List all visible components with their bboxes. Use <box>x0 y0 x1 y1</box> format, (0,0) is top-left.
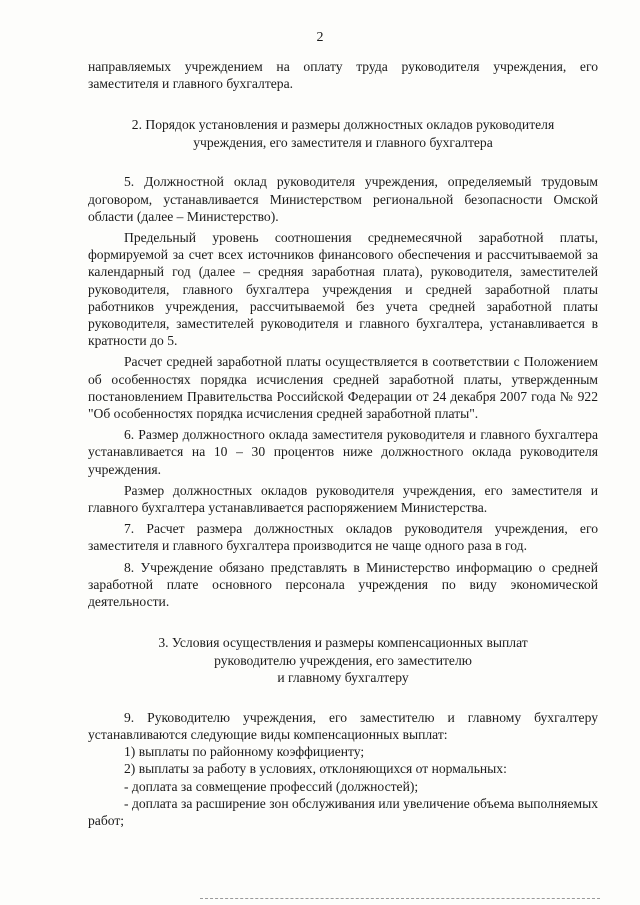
intro-paragraph: направляемых учреждением на оплату труда руководителя учреждения, его заместителя и главного бухгалтера. <box>88 59 598 92</box>
list-item-2: 2) выплаты за работу в условиях, отклоняющихся от нормальных: <box>124 761 507 777</box>
document-body <box>88 58 598 829</box>
paragraph-6-size: Размер должностных окладов руководителя учреждения, его заместителя и главного бухгалтера устанавливается распоряжением Министерства. <box>88 482 598 516</box>
page-number: 2 <box>316 30 324 45</box>
paragraph-5-calculation: Расчет средней заработной платы осуществляется в соответствии с Положением об особенностях порядка исчисления средней заработной платы, утвержденным постановлением Правительства Российской Федерации от 24 декабря 2007 года № 922 "Об особенностях порядка исчисления средней заработной платы". <box>88 354 598 422</box>
section-3-heading <box>88 634 598 687</box>
sub-item-1: - доплата за совмещение профессий (должностей); <box>124 778 419 794</box>
paragraph-6: 6. Размер должностного оклада заместителя руководителя и главного бухгалтера устанавливается на 10 – 30 процентов ниже должностного оклада руководителя учреждения. <box>88 427 598 477</box>
paragraph-5: 5. Должностной оклад руководителя учреждения, определяемый трудовым договором, устанавливается Министерством региональной безопасности Омской области (далее – Министерство). <box>88 174 598 224</box>
sub-item-2: - доплата за расширение зон обслуживания или увеличение объема выполняемых работ; <box>88 795 598 828</box>
paragraph-9: 9. Руководителю учреждения, его заместителю и главному бухгалтеру устанавливаются следующие виды компенсационных выплат: <box>88 709 598 742</box>
section-3-title-line-2: руководителю учреждения, его заместителю <box>214 652 472 668</box>
section-2-heading <box>88 116 598 151</box>
section-2-title-line-2: учреждения, его заместителя и главного бухгалтера <box>193 134 493 150</box>
section-3-title-line-1: 3. Условия осуществления и размеры компенсационных выплат <box>158 635 528 651</box>
section-2-title-line-1: 2. Порядок установления и размеры должностных окладов руководителя <box>131 117 555 133</box>
paragraph-5-ratio: Предельный уровень соотношения среднемесячной заработной платы, формируемой за счет всех источников финансового обеспечения и рассчитываемой за календарный год (далее – средняя заработная плата), руководителя, заместителей руководителя, главного бухгалтера учреждения и средней заработной платы работников учреждения, рассчитываемой без учета средней заработной платы руководителя, заместителей руководителя и главного бухгалтера, устанавливается в кратности до 5. <box>88 230 598 349</box>
footer-scan-line <box>200 898 600 899</box>
paragraph-8: 8. Учреждение обязано представлять в Министерство информацию о средней заработной плате основного персонала учреждения по виду экономической деятельности. <box>88 559 598 610</box>
paragraph-7: 7. Расчет размера должностных окладов руководителя учреждения, его заместителя и главного бухгалтера производится не чаще одного раза в год. <box>88 521 598 554</box>
section-3-title-line-3: и главному бухгалтеру <box>277 670 409 686</box>
list-item-1: 1) выплаты по районному коэффициенту; <box>124 744 365 760</box>
